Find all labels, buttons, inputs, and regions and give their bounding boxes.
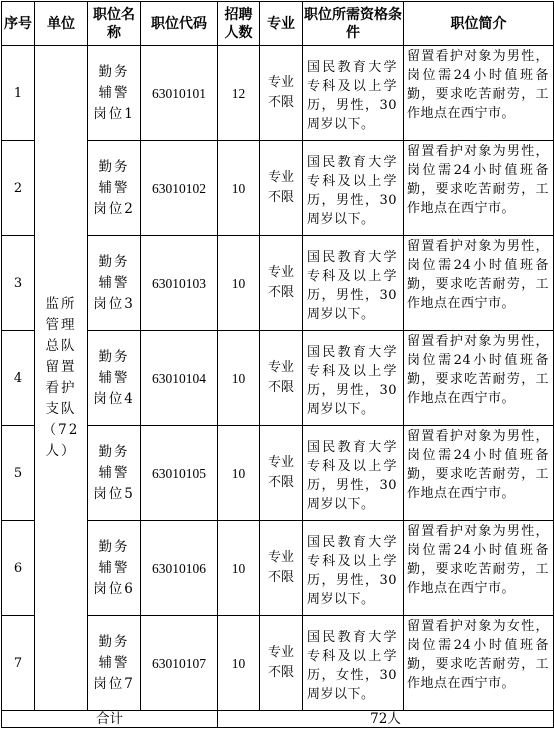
position-code-cell: 63010105 — [141, 426, 218, 521]
description-cell: 留置看护对象为女性，岗位需24小时值班备勤，要求吃苦耐劳，工作地点在西宁市。 — [404, 616, 554, 711]
description-cell: 留置看护对象为男性，岗位需24小时值班备勤，要求吃苦耐劳，工作地点在西宁市。 — [404, 141, 554, 236]
description-cell: 留置看护对象为男性，岗位需24小时值班备勤，要求吃苦耐劳，工作地点在西宁市。 — [404, 236, 554, 331]
position-name-cell: 勤务辅警岗位5 — [88, 426, 141, 521]
requirements-cell: 国民教育大学专科及以上学历，男性，30周岁以下。 — [303, 141, 404, 236]
header-requirements: 职位所需资格条件 — [303, 2, 404, 46]
recruit-count-cell: 10 — [218, 236, 260, 331]
position-code-cell: 63010104 — [141, 331, 218, 426]
description-cell: 留置看护对象为男性，岗位需24小时值班备勤，要求吃苦耐劳，工作地点在西宁市。 — [404, 46, 554, 141]
table-row — [2, 46, 554, 141]
major-cell: 专业不限 — [260, 331, 303, 426]
header-description: 职位简介 — [404, 2, 554, 46]
table-footer-row — [2, 711, 554, 728]
total-label: 合计 — [2, 711, 218, 728]
header-recruit-count: 招聘人数 — [218, 2, 260, 46]
position-name-cell: 勤务辅警岗位4 — [88, 331, 141, 426]
description-cell: 留置看护对象为男性，岗位需24小时值班备勤，要求吃苦耐劳，工作地点在西宁市。 — [404, 426, 554, 521]
description-cell: 留置看护对象为男性，岗位需24小时值班备勤，要求吃苦耐劳，工作地点在西宁市。 — [404, 521, 554, 616]
position-name-cell: 勤务辅警岗位2 — [88, 141, 141, 236]
requirements-cell: 国民教育大学专科及以上学历，女性，30周岁以下。 — [303, 616, 404, 711]
header-unit: 单位 — [35, 2, 88, 46]
major-cell: 专业不限 — [260, 426, 303, 521]
header-position-code: 职位代码 — [141, 2, 218, 46]
position-code-cell: 63010107 — [141, 616, 218, 711]
position-name-cell: 勤务辅警岗位7 — [88, 616, 141, 711]
recruit-count-cell: 10 — [218, 521, 260, 616]
table-header-row — [2, 2, 554, 46]
row-index-cell: 1 — [2, 46, 35, 141]
unit-cell: 监所管理总队留置看护支队（72人） — [35, 46, 88, 711]
position-code-cell: 63010102 — [141, 141, 218, 236]
header-position-name: 职位名称 — [88, 2, 141, 46]
row-index-cell: 2 — [2, 141, 35, 236]
major-cell: 专业不限 — [260, 521, 303, 616]
position-code-cell: 63010101 — [141, 46, 218, 141]
position-code-cell: 63010103 — [141, 236, 218, 331]
requirements-cell: 国民教育大学专科及以上学历，男性，30周岁以下。 — [303, 331, 404, 426]
position-code-cell: 63010106 — [141, 521, 218, 616]
requirements-cell: 国民教育大学专科及以上学历，男性，30周岁以下。 — [303, 46, 404, 141]
requirements-cell: 国民教育大学专科及以上学历，男性，30周岁以下。 — [303, 426, 404, 521]
major-cell: 专业不限 — [260, 141, 303, 236]
header-index: 序号 — [2, 2, 35, 46]
requirements-cell: 国民教育大学专科及以上学历，男性，30周岁以下。 — [303, 236, 404, 331]
position-name-cell: 勤务辅警岗位1 — [88, 46, 141, 141]
position-name-cell: 勤务辅警岗位3 — [88, 236, 141, 331]
requirements-cell: 国民教育大学专科及以上学历，男性，30周岁以下。 — [303, 521, 404, 616]
row-index-cell: 4 — [2, 331, 35, 426]
recruit-count-cell: 10 — [218, 426, 260, 521]
recruit-count-cell: 10 — [218, 331, 260, 426]
major-cell: 专业不限 — [260, 46, 303, 141]
recruit-count-cell: 10 — [218, 616, 260, 711]
position-name-cell: 勤务辅警岗位6 — [88, 521, 141, 616]
row-index-cell: 5 — [2, 426, 35, 521]
recruitment-table — [1, 1, 554, 728]
major-cell: 专业不限 — [260, 616, 303, 711]
major-cell: 专业不限 — [260, 236, 303, 331]
recruit-count-cell: 12 — [218, 46, 260, 141]
recruit-count-cell: 10 — [218, 141, 260, 236]
header-major: 专业 — [260, 2, 303, 46]
total-value: 72人 — [218, 711, 554, 728]
row-index-cell: 3 — [2, 236, 35, 331]
row-index-cell: 7 — [2, 616, 35, 711]
description-cell: 留置看护对象为男性，岗位需24小时值班备勤，要求吃苦耐劳，工作地点在西宁市。 — [404, 331, 554, 426]
row-index-cell: 6 — [2, 521, 35, 616]
